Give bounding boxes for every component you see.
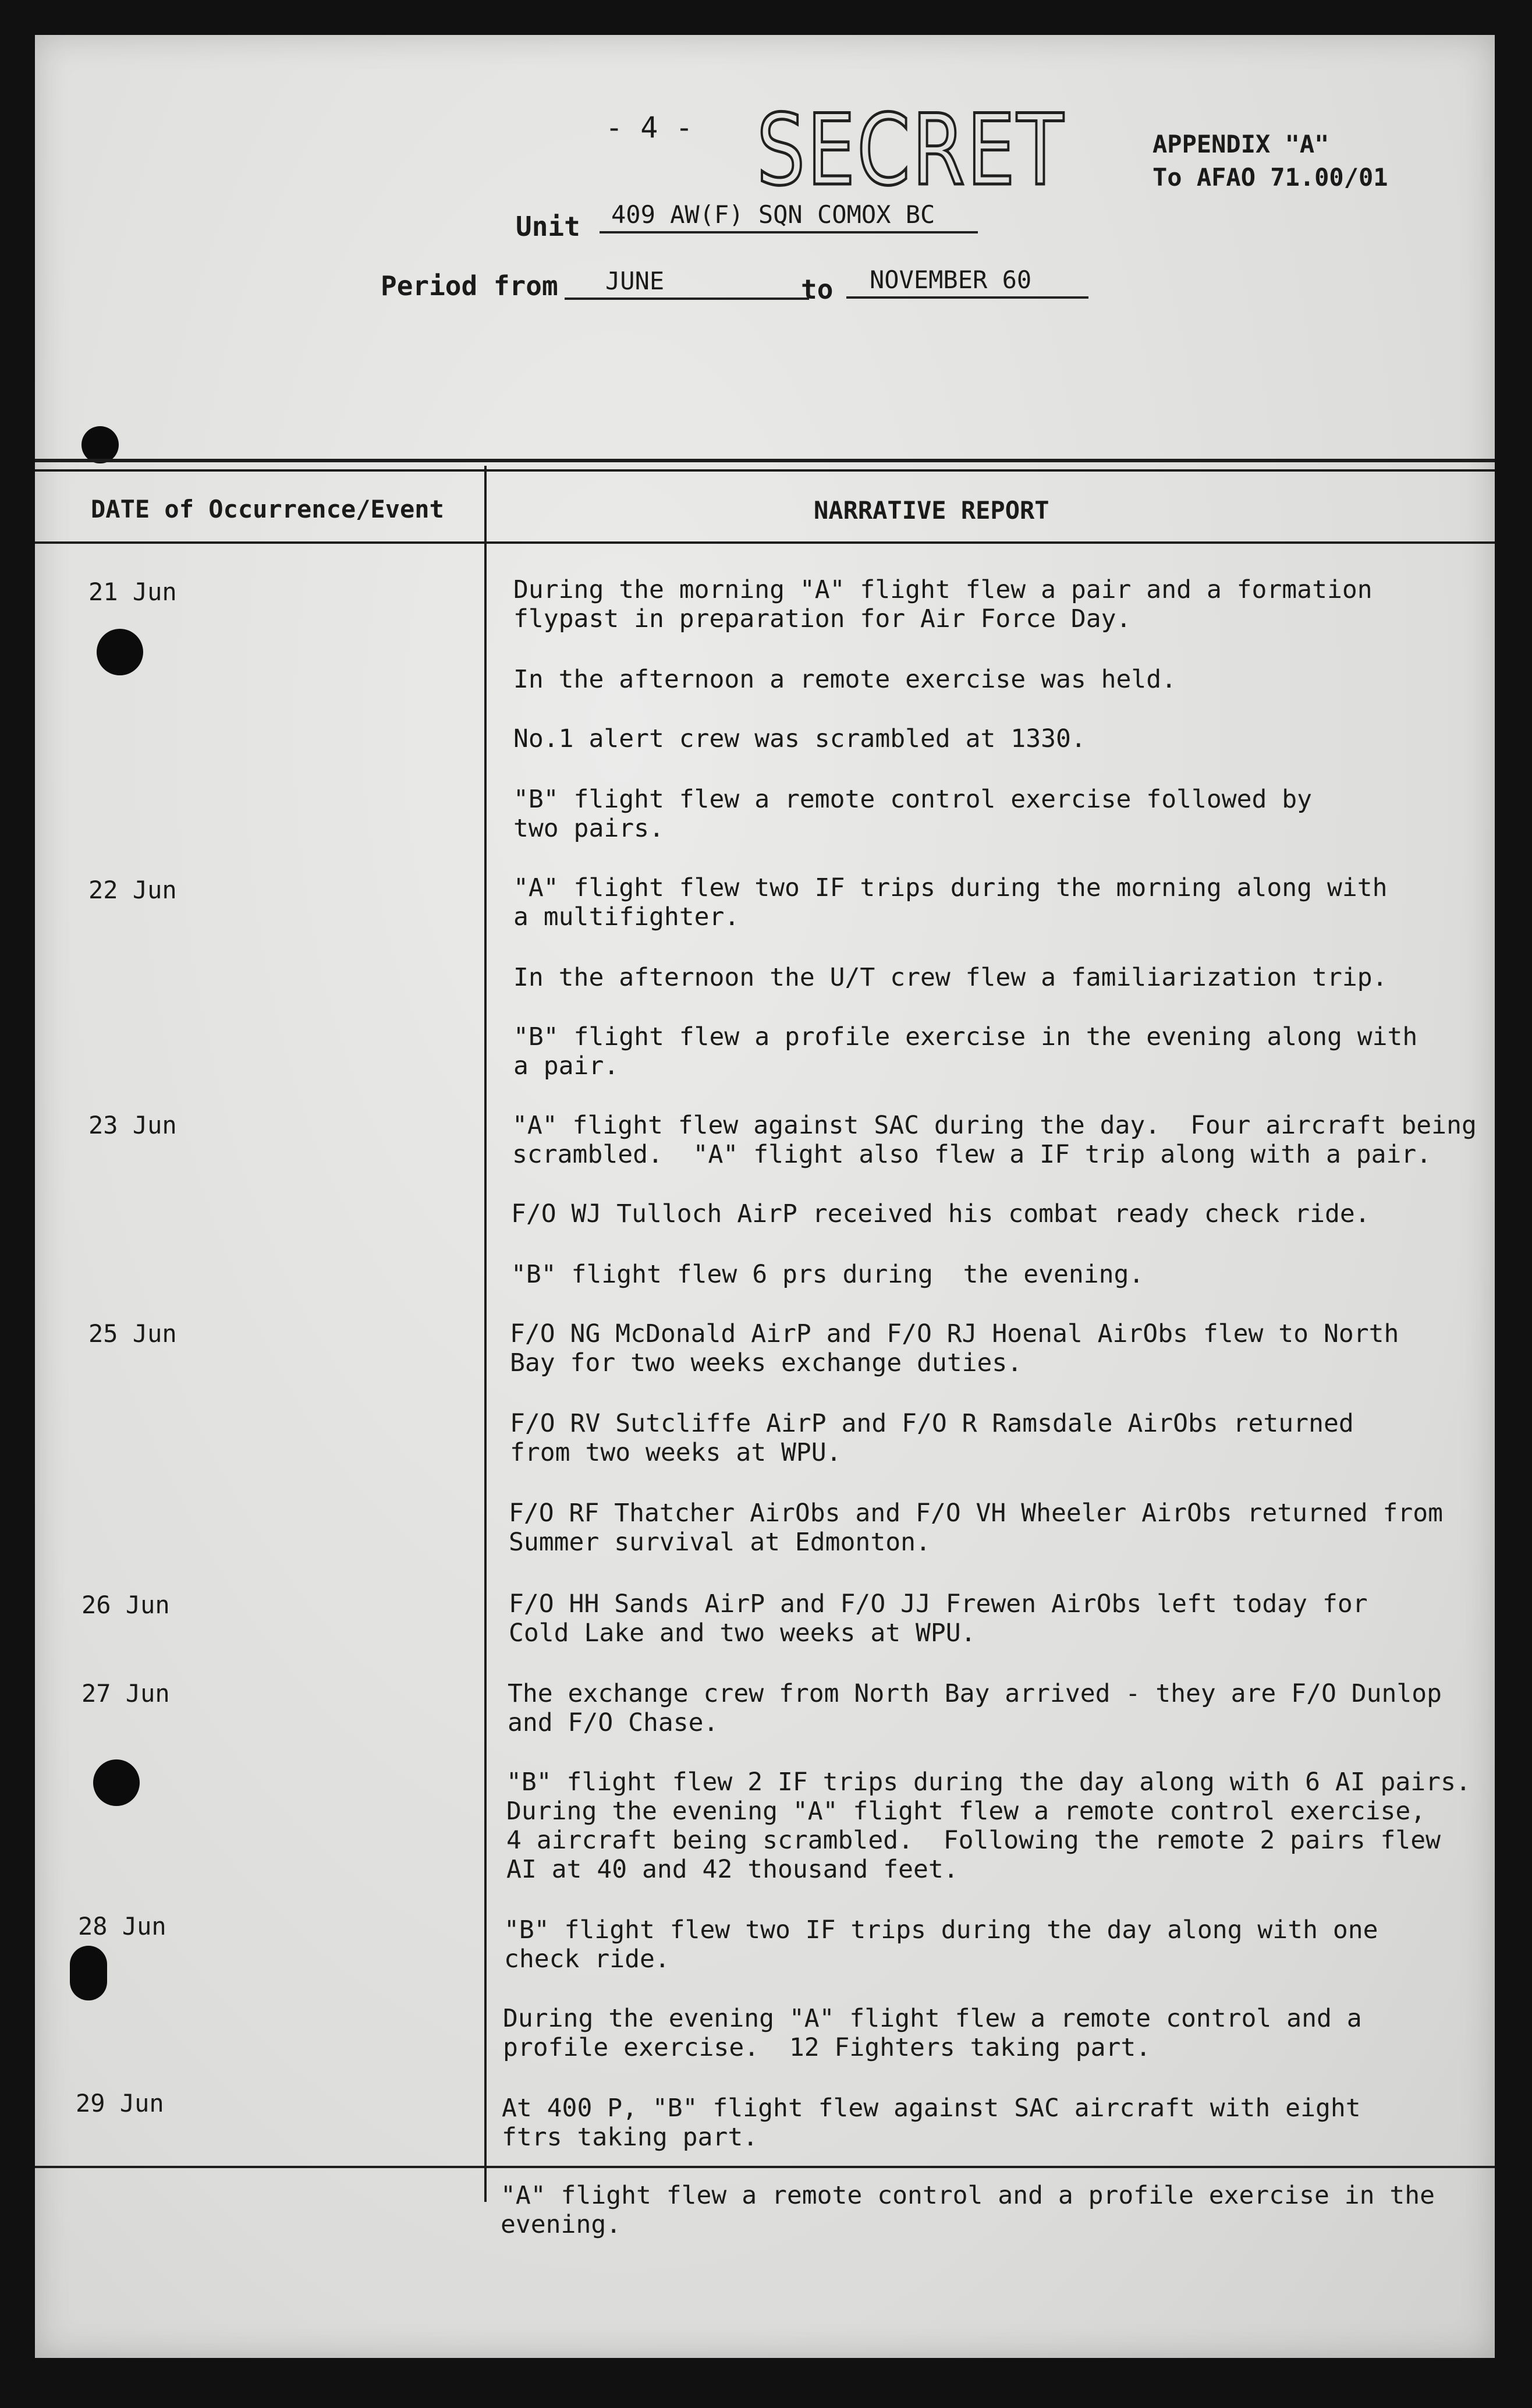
narrative-entry: "B" flight flew a remote control exercise followed by two pairs.: [513, 785, 1313, 843]
period-from-value: JUNE: [565, 267, 809, 300]
narrative-column-header: NARRATIVE REPORT: [814, 496, 1049, 525]
punch-hole: [97, 629, 143, 675]
appendix-reference: [1152, 128, 1388, 194]
narrative-entry: "B" flight flew a profile exercise in the evening along with a pair.: [513, 1022, 1418, 1081]
narrative-entry: F/O HH Sands AirP and F/O JJ Frewen AirObs left today for Cold Lake and two weeks at WPU.: [509, 1589, 1368, 1648]
narrative-entry: "B" flight flew two IF trips during the day along with one check ride.: [504, 1915, 1378, 1974]
narrative-entry: "A" flight flew a remote control and a profile exercise in the evening.: [501, 2181, 1435, 2239]
date-column-header: DATE of Occurrence/Event: [91, 495, 444, 523]
narrative-entry: The exchange crew from North Bay arrived - they are F/O Dunlop and F/O Chase.: [508, 1679, 1442, 1737]
event-date: 29 Jun: [76, 2089, 164, 2117]
narrative-entry: F/O RV Sutcliffe AirP and F/O R Ramsdale AirObs returned from two weeks at WPU.: [510, 1409, 1354, 1467]
period-to-value: NOVEMBER 60: [846, 265, 1088, 299]
event-date: 27 Jun: [81, 1679, 170, 1708]
event-date: 25 Jun: [88, 1319, 177, 1348]
period-to-label: to: [801, 274, 834, 305]
table-top-rule: [35, 459, 1495, 462]
column-divider: [484, 466, 487, 2202]
event-date: 26 Jun: [81, 1591, 170, 1619]
period-label: Period from: [381, 270, 558, 302]
narrative-entry: F/O WJ Tulloch AirP received his combat ready check ride.: [511, 1199, 1370, 1228]
narrative-entry: "B" flight flew 2 IF trips during the day along with 6 AI pairs. During the evening "A" flight flew a remote control exercise, 4 aircraft being scrambled. Following the remote 2 pairs flew AI at 40 and 42 thousand feet.: [506, 1768, 1471, 1884]
appendix-line: APPENDIX "A": [1152, 130, 1329, 158]
narrative-entry: F/O NG McDonald AirP and F/O RJ Hoenal AirObs flew to North Bay for two weeks exchange duties.: [510, 1319, 1399, 1377]
narrative-entry: During the evening "A" flight flew a remote control and a profile exercise. 12 Fighters taking part.: [503, 2004, 1362, 2062]
punch-hole: [93, 1759, 140, 1806]
narrative-entry: In the afternoon a remote exercise was held.: [513, 665, 1177, 694]
narrative-entry: No.1 alert crew was scrambled at 1330.: [513, 724, 1086, 753]
narrative-entry: "A" flight flew two IF trips during the morning along with a multifighter.: [513, 873, 1388, 932]
narrative-entry: "B" flight flew 6 prs during the evening.: [511, 1260, 1144, 1289]
narrative-entry: During the morning "A" flight flew a pair and a formation flypast in preparation for Air Force Day.: [513, 575, 1373, 633]
punch-hole: [81, 426, 119, 463]
narrative-entry: At 400 P, "B" flight flew against SAC aircraft with eight ftrs taking part.: [502, 2094, 1361, 2152]
classification-stamp: SECRET: [757, 93, 1066, 207]
table-bottom-rule: [35, 2166, 1495, 2168]
event-date: 22 Jun: [88, 876, 177, 904]
event-date: 21 Jun: [88, 578, 177, 606]
header-bottom-rule: [35, 541, 1495, 544]
punch-hole: [70, 1946, 107, 2000]
narrative-entry: In the afternoon the U/T crew flew a familiarization trip.: [513, 963, 1388, 992]
appendix-form: To AFAO 71.00/01: [1152, 162, 1388, 192]
table-top-rule-inner: [35, 469, 1495, 472]
narrative-entry: F/O RF Thatcher AirObs and F/O VH Wheeler AirObs returned from Summer survival at Edmonton.: [509, 1499, 1444, 1557]
unit-label: Unit: [516, 211, 580, 242]
unit-value: 409 AW(F) SQN COMOX BC: [600, 200, 978, 233]
event-date: 28 Jun: [78, 1912, 166, 1940]
page-number: - 4 -: [605, 111, 693, 144]
document-page: [35, 35, 1495, 2358]
event-date: 23 Jun: [88, 1111, 177, 1139]
narrative-entry: "A" flight flew against SAC during the day. Four aircraft being scrambled. "A" flight also flew a IF trip along with a pair.: [512, 1111, 1477, 1169]
